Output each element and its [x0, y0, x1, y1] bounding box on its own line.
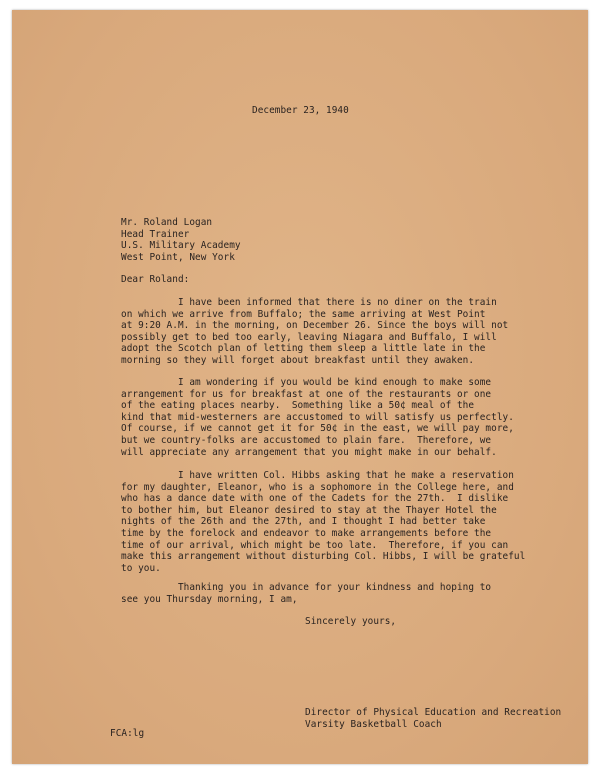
text-line: at 9:20 A.M. in the morning, on December 26. Since the boys will not	[121, 320, 509, 332]
text-line: but we country-folks are accustomed to plain fare. Therefore, we	[121, 434, 492, 446]
text-line: on which we arrive from Buffalo; the same arriving at West Point	[121, 308, 486, 320]
paragraph-reservation	[121, 470, 525, 574]
letter-page	[12, 10, 588, 764]
text-line: morning so they will forget about breakfast until they awaken.	[121, 354, 475, 366]
signature-title	[305, 707, 561, 730]
paragraph-thanks	[121, 582, 491, 605]
complimentary-close: Sincerely yours,	[305, 616, 397, 627]
text-line: I have written Col. Hibbs asking that he make a reservation	[121, 470, 514, 481]
paragraph-diner	[121, 297, 508, 367]
reference-initials: FCA:lg	[110, 728, 145, 739]
text-line: I am wondering if you would be kind enough to make some	[121, 377, 492, 388]
letter-date: December 23, 1940	[252, 105, 349, 116]
text-line: Thanking you in advance for your kindness and hoping to	[121, 582, 492, 593]
text-line: who has a dance date with one of the Cadets for the 27th. I dislike	[121, 493, 509, 505]
text-line: nights of the 26th and the 27th, and I thought I had better take	[121, 516, 486, 528]
title-line: Director of Physical Education and Recreation	[305, 707, 562, 718]
text-line: for my daughter, Eleanor, who is a sophomore in the College here, and	[121, 481, 514, 493]
text-line: make this arrangement without disturbing Col. Hibbs, I will be grateful	[121, 551, 526, 563]
text-line: I have been informed that there is no diner on the train	[121, 297, 497, 308]
text-line: kind that mid-westerners are accustomed to will satisfy us perfectly.	[121, 411, 514, 423]
address-line: West Point, New York	[121, 251, 235, 263]
text-line: time by the forelock and endeavor to make arrangements before the	[121, 527, 492, 539]
address-line: Mr. Roland Logan	[121, 217, 213, 228]
title-line: Varsity Basketball Coach	[305, 718, 442, 730]
text-line: possibly get to bed too early, leaving Niagara and Buffalo, I will	[121, 331, 497, 343]
text-line: to bother him, but Eleanor desired to stay at the Thayer Hotel the	[121, 504, 497, 516]
text-line: adopt the Scotch plan of letting them sleep a little late in the	[121, 343, 486, 355]
text-line: of the eating places nearby. Something like a 50¢ meal of the	[121, 400, 475, 412]
text-line: time of our arrival, which might be too late. Therefore, if you can	[121, 539, 509, 551]
text-line: to you.	[121, 562, 161, 574]
text-line: will appreciate any arrangement that you might make in our behalf.	[121, 446, 497, 458]
address-line: U.S. Military Academy	[121, 240, 241, 252]
salutation: Dear Roland:	[121, 274, 190, 285]
recipient-address	[121, 217, 241, 263]
text-line: Of course, if we cannot get it for 50¢ in the east, we will pay more,	[121, 423, 514, 435]
text-line: arrangement for us for breakfast at one of the restaurants or one	[121, 388, 492, 400]
address-line: Head Trainer	[121, 228, 190, 240]
text-line: see you Thursday morning, I am,	[121, 593, 298, 605]
paragraph-breakfast	[121, 377, 514, 458]
